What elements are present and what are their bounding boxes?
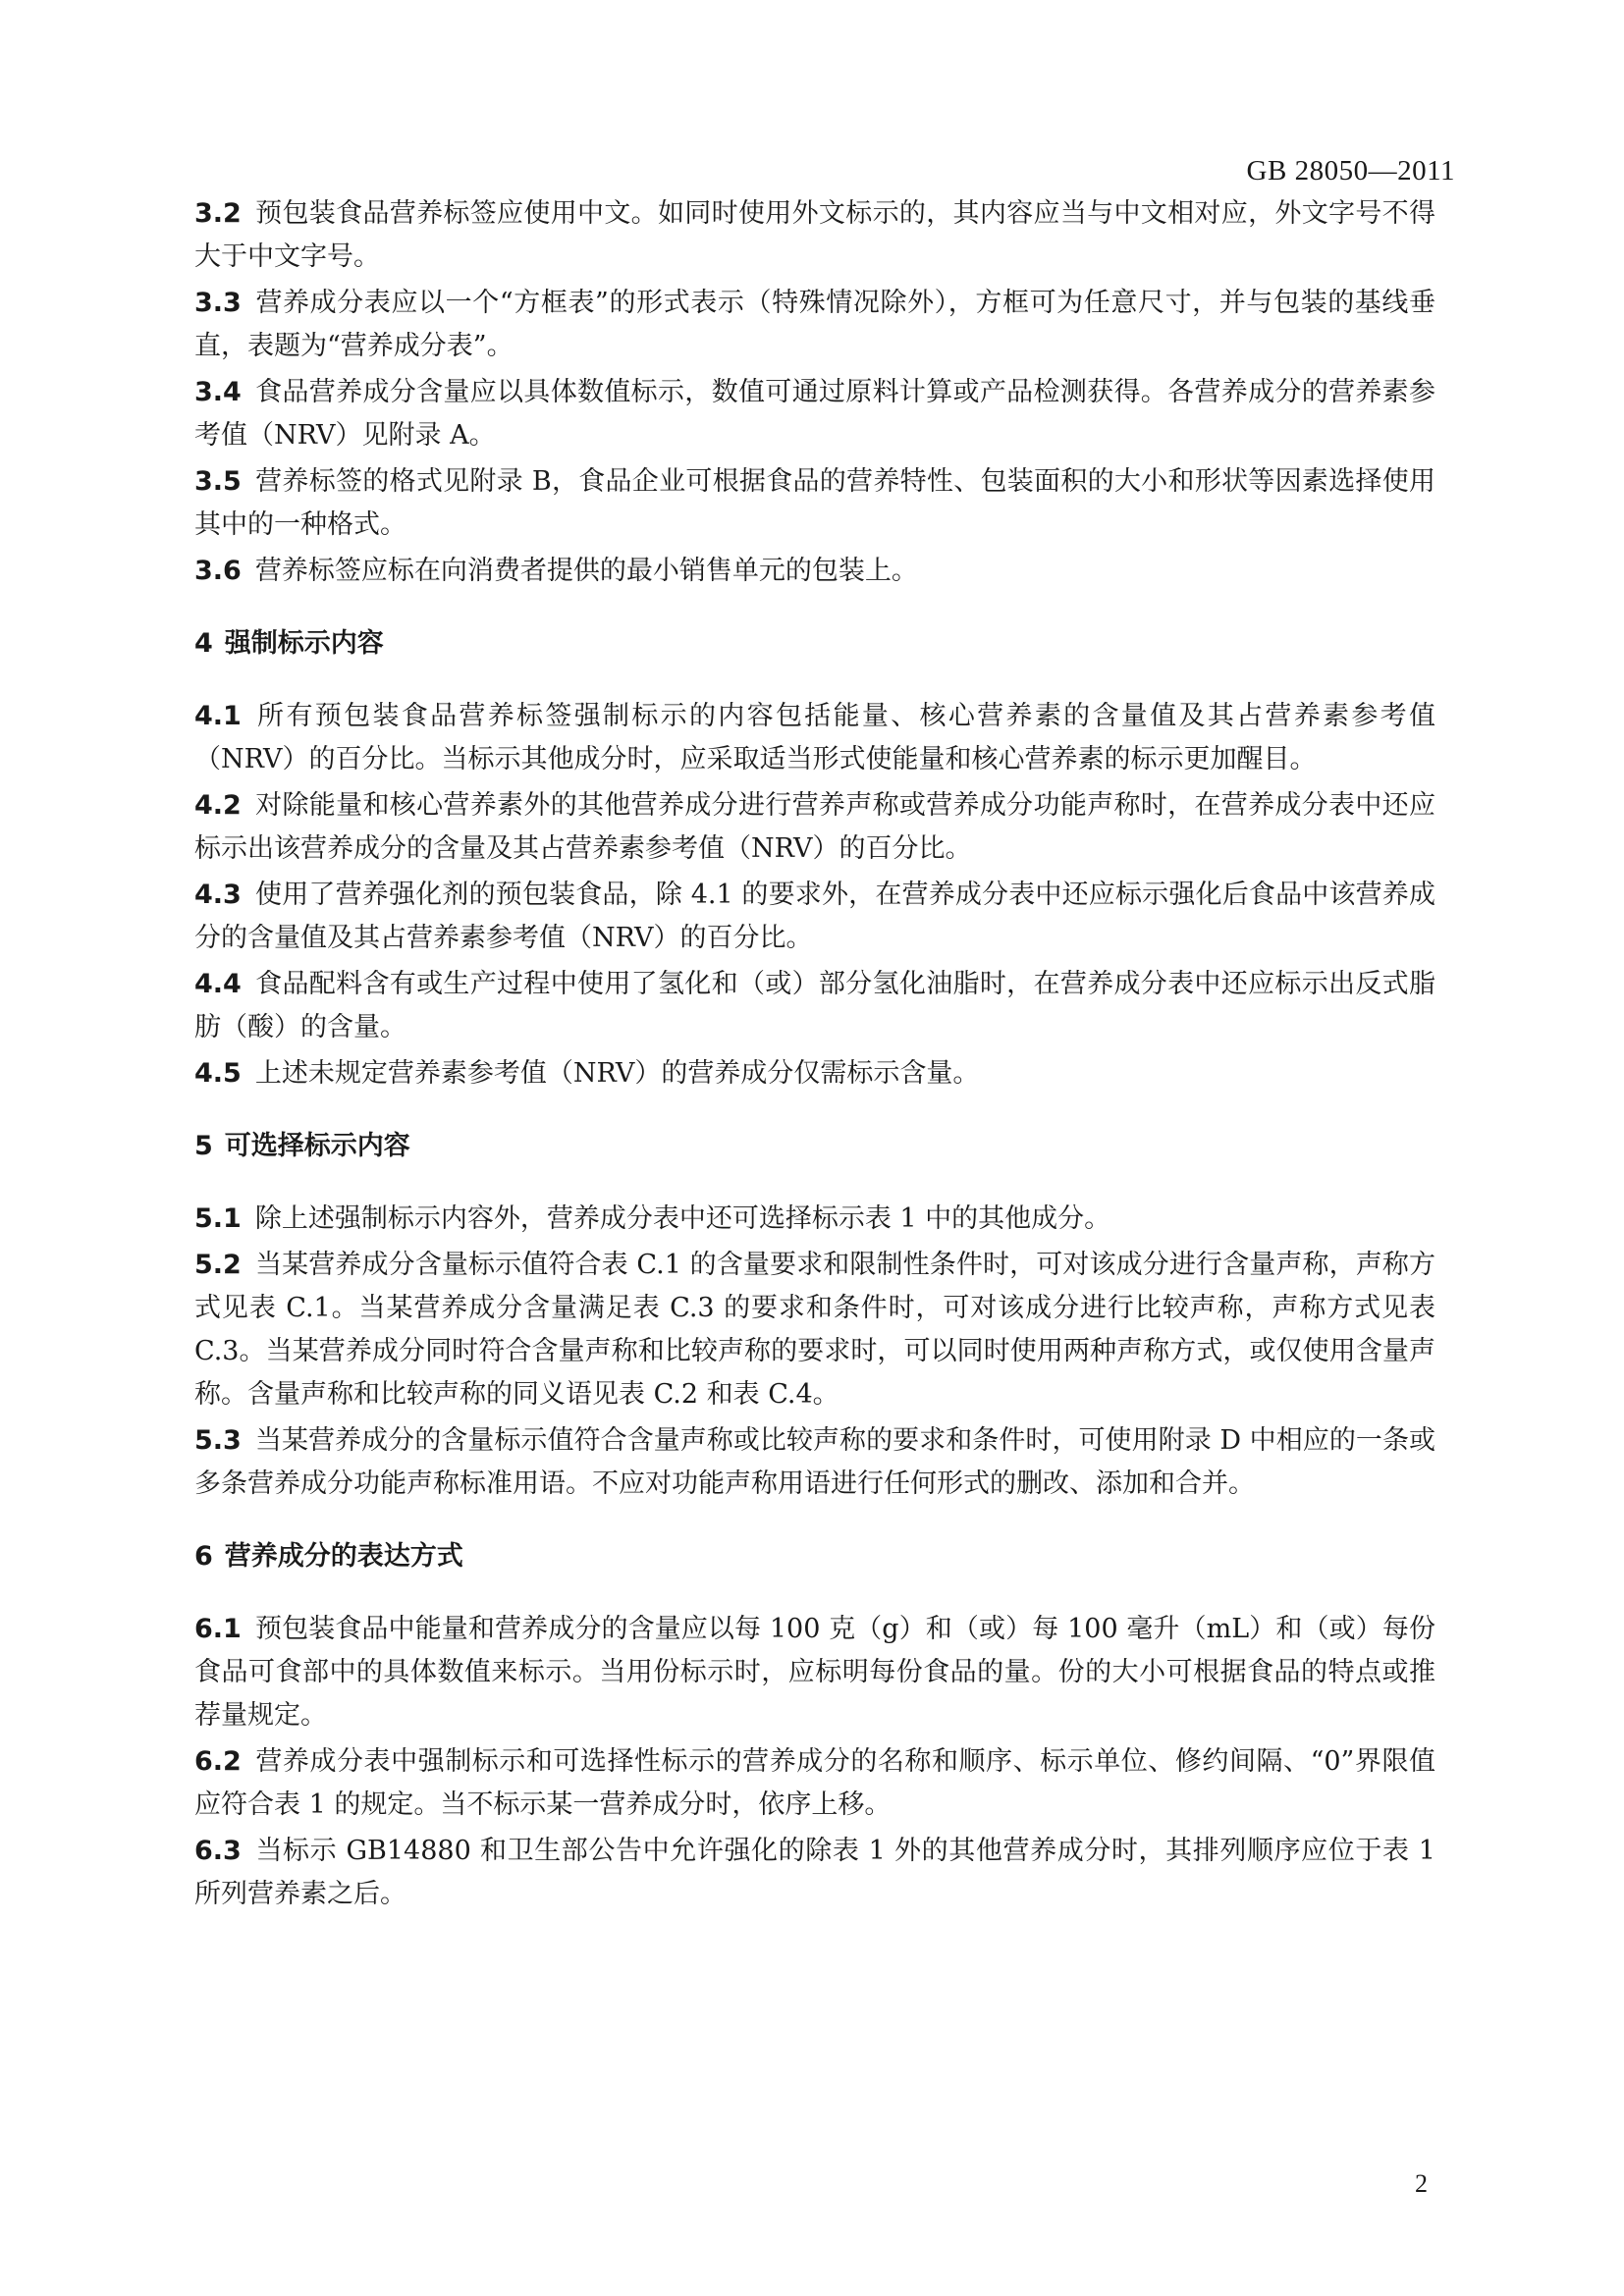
section-heading-6 [194,1535,1435,1578]
clause-6-3 [194,1830,1435,1916]
clause-text: 除上述强制标示内容外，营养成分表中还可选择标示表 1 中的其他成分。 [254,1203,1111,1234]
clause-number: 5.3 [194,1425,242,1456]
page-number: 2 [1415,2169,1428,2198]
clause-number: 3.4 [194,377,242,407]
section-heading-5 [194,1125,1435,1168]
clause-5-2 [194,1244,1435,1416]
clause-number: 3.2 [194,198,242,229]
clause-number: 4.5 [194,1058,242,1089]
clause-text: 当某营养成分含量标示值符合表 C.1 的含量要求和限制性条件时，可对该成分进行含量声称，声称方式见表 C.1。当某营养成分含量满足表 C.3 的要求和条件时，可对该成分进行比较声称，声称方式见表 C.3。当某营养成分同时符合含量声称和比较声称的要求时，可以同时使用两种声称方式，或仅使用含量声称。含量声称和比较声称的同义语见表 C.2 和表 C.4。 [194,1250,1435,1410]
clause-4-5 [194,1052,1435,1095]
section-number: 5 [194,1131,213,1161]
section-title: 可选择标示内容 [224,1131,410,1161]
clause-text: 营养标签应标在向消费者提供的最小销售单元的包装上。 [254,556,918,586]
clause-6-1 [194,1608,1435,1737]
clause-number: 6.1 [194,1614,242,1644]
clause-number: 5.1 [194,1203,242,1234]
section-title: 强制标示内容 [224,628,384,659]
clause-4-4 [194,963,1435,1049]
clause-text: 预包装食品中能量和营养成分的含量应以每 100 克（g）和（或）每 100 毫升（mL）和（或）每份食品可食部中的具体数值来标示。当用份标示时，应标明每份食品的量。份的大小可根据食品的特点或推荐量规定。 [194,1614,1435,1731]
clause-3-3 [194,282,1435,368]
clause-number: 3.5 [194,466,242,497]
clause-number: 4.3 [194,880,242,910]
clause-text: 使用了营养强化剂的预包装食品，除 4.1 的要求外，在营养成分表中还应标示强化后食品中该营养成分的含量值及其占营养素参考值（NRV）的百分比。 [194,880,1435,953]
clause-5-3 [194,1419,1435,1506]
section-title: 营养成分的表达方式 [224,1541,463,1572]
clause-text: 食品营养成分含量应以具体数值标示，数值可通过原料计算或产品检测获得。各营养成分的营养素参考值（NRV）见附录 A。 [194,377,1435,451]
clause-5-1 [194,1198,1435,1241]
clause-text: 预包装食品营养标签应使用中文。如同时使用外文标示的，其内容应当与中文相对应，外文字号不得大于中文字号。 [194,198,1435,272]
clause-4-2 [194,784,1435,871]
clause-4-3 [194,874,1435,960]
document-body [194,192,1435,1919]
section-number: 6 [194,1541,213,1572]
clause-4-1 [194,695,1435,781]
clause-3-4 [194,371,1435,457]
clause-text: 当标示 GB14880 和卫生部公告中允许强化的除表 1 外的其他营养成分时，其排列顺序应位于表 1 所列营养素之后。 [194,1836,1435,1909]
clause-text: 所有预包装食品营养标签强制标示的内容包括能量、核心营养素的含量值及其占营养素参考值（NRV）的百分比。当标示其他成分时，应采取适当形式使能量和核心营养素的标示更加醒目。 [194,701,1435,774]
clause-text: 食品配料含有或生产过程中使用了氢化和（或）部分氢化油脂时，在营养成分表中还应标示出反式脂肪（酸）的含量。 [194,969,1435,1042]
clause-text: 营养标签的格式见附录 B，食品企业可根据食品的营养特性、包装面积的大小和形状等因素选择使用其中的一种格式。 [194,466,1435,540]
clause-3-6 [194,550,1435,593]
clause-text: 营养成分表应以一个“方框表”的形式表示（特殊情况除外），方框可为任意尺寸，并与包装的基线垂直，表题为“营养成分表”。 [194,288,1435,361]
standard-number: GB 28050—2011 [1246,155,1455,187]
clause-number: 4.1 [194,701,242,731]
clause-number: 6.2 [194,1746,242,1777]
clause-number: 4.4 [194,969,242,999]
clause-text: 对除能量和核心营养素外的其他营养成分进行营养声称或营养成分功能声称时，在营养成分表中还应标示出该营养成分的含量及其占营养素参考值（NRV）的百分比。 [194,790,1435,864]
clause-text: 当某营养成分的含量标示值符合含量声称或比较声称的要求和条件时，可使用附录 D 中相应的一条或多条营养成分功能声称标准用语。不应对功能声称用语进行任何形式的删改、添加和合并。 [194,1425,1435,1499]
clause-3-5 [194,460,1435,547]
clause-number: 5.2 [194,1250,242,1280]
clause-number: 4.2 [194,790,242,821]
clause-number: 3.6 [194,556,242,586]
clause-text: 上述未规定营养素参考值（NRV）的营养成分仅需标示含量。 [254,1058,980,1089]
clause-3-2 [194,192,1435,279]
clause-number: 6.3 [194,1836,242,1866]
clause-6-2 [194,1740,1435,1827]
clause-text: 营养成分表中强制标示和可选择性标示的营养成分的名称和顺序、标示单位、修约间隔、“0”界限值应符合表 1 的规定。当不标示某一营养成分时，依序上移。 [194,1746,1435,1820]
clause-number: 3.3 [194,288,242,318]
section-number: 4 [194,628,213,659]
section-heading-4 [194,622,1435,666]
